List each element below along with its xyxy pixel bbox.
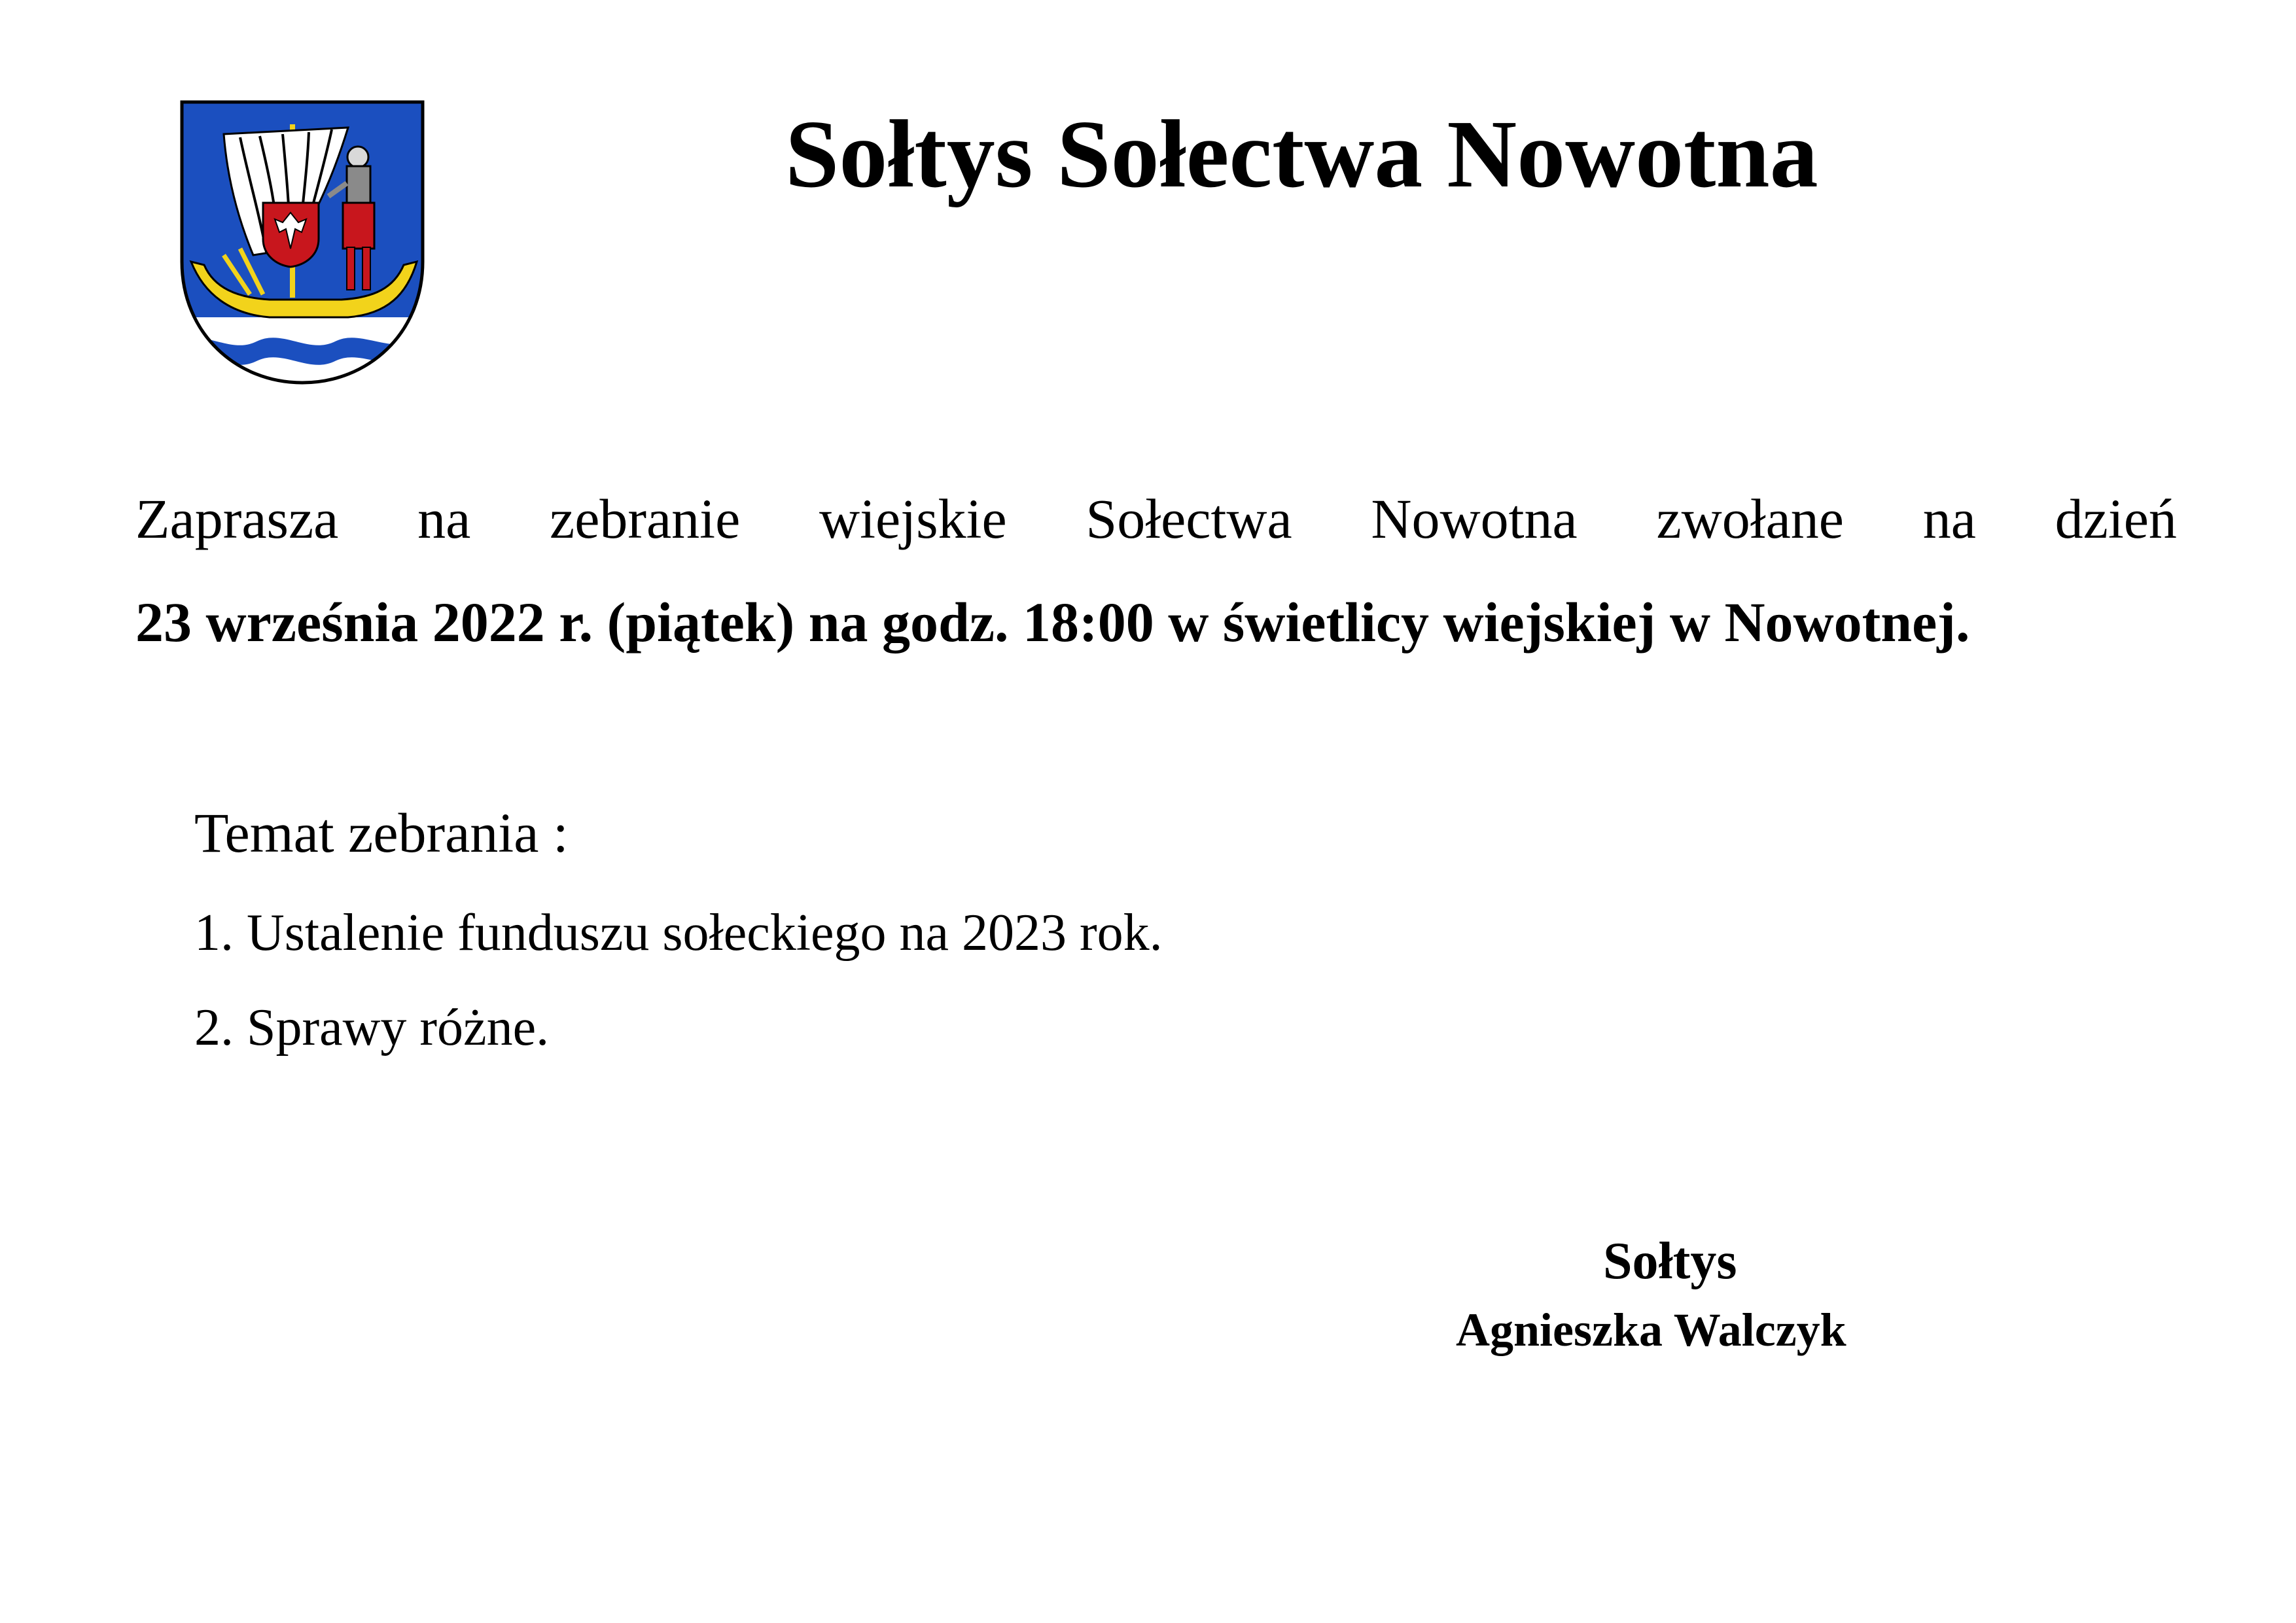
invitation-word: dzień: [2055, 487, 2177, 550]
invitation-word: zwołane: [1656, 487, 1844, 550]
invitation-word: na: [1922, 487, 1976, 550]
page-title: Sołtys Sołectwa Nowotna: [785, 101, 1818, 208]
invitation-word: Nowotna: [1371, 487, 1578, 550]
agenda-item: 2. Sprawy różne.: [194, 999, 550, 1056]
invitation-word: Sołectwa: [1086, 487, 1292, 550]
invitation-word: wiejskie: [819, 487, 1007, 550]
agenda-item: 1. Ustalenie funduszu sołeckiego na 2023 rok.: [194, 904, 1163, 962]
invitation-word: Zaprasza: [135, 487, 339, 550]
signature-role: Sołtys: [1603, 1232, 1737, 1290]
invitation-line-1: [135, 485, 2177, 553]
coat-of-arms-icon: [178, 98, 427, 389]
invitation-word: na: [417, 487, 471, 550]
signature-name: Agnieszka Walczyk: [1456, 1304, 1846, 1356]
meeting-date-location: 23 września 2022 r. (piątek) na godz. 18:00 w świetlicy wiejskiej w Nowotnej.: [135, 591, 1970, 654]
invitation-word: zebranie: [550, 487, 741, 550]
agenda-heading: Temat zebrania :: [194, 801, 569, 864]
